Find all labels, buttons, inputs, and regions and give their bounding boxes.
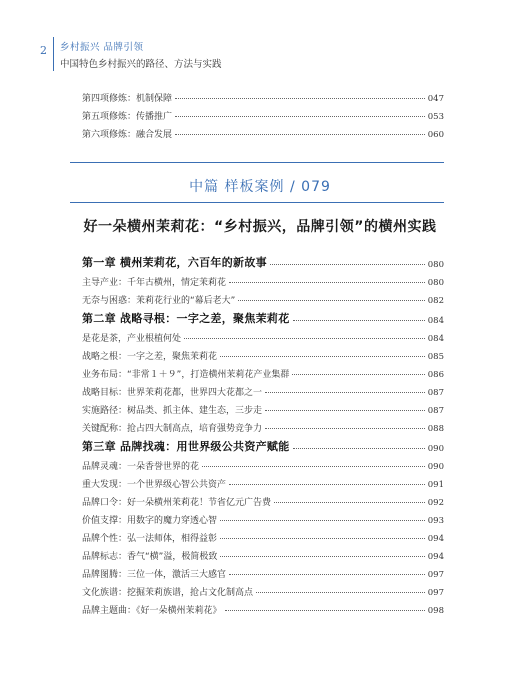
toc-entry[interactable] [82,508,444,526]
running-title-2: 中国特色乡村振兴的路径、方法与实践 [60,59,222,70]
dot-leader [238,300,424,301]
toc-entry-title: 文化族谱：挖掘茉莉族谱，抢占文化制高点 [82,588,254,598]
toc-entry-page: 084 [427,334,444,344]
dot-leader [293,448,425,449]
toc-entry-page: 094 [427,552,444,562]
toc-entry-title: 战略目标：世界茉莉花都，世界四大花都之一 [82,388,263,398]
dot-leader [220,538,425,539]
dot-leader [265,428,425,429]
toc-entry-page: 060 [427,130,444,140]
toc-entry-title: 品牌图腾：三位一体，激活三大感官 [82,570,227,580]
toc-entry-title: 第六项修炼：融合发展 [82,130,173,140]
running-title-1: 乡村振兴 品牌引领 [60,42,144,53]
toc-entry[interactable] [82,472,444,490]
toc-main-section [82,250,444,616]
toc-entry-page: 087 [427,388,444,398]
toc-entry-title: 第五项修炼：传播推广 [82,112,173,122]
toc-entry-page: 047 [427,94,444,104]
dot-leader [229,574,425,575]
toc-entry-page: 082 [427,296,444,306]
toc-entry-page: 098 [427,606,444,616]
dot-leader [229,484,425,485]
dot-leader [265,410,425,411]
toc-entry-title: 品牌口令：好一朵横州茉莉花！节省亿元广告费 [82,498,272,508]
toc-entry[interactable] [82,562,444,580]
toc-entry-title: 战略之根：一字之差，聚焦茉莉花 [82,352,218,362]
toc-entry-title: 品牌标志：香气“横”溢，极简极致 [82,552,218,562]
chapter-title: 第三章 品牌找魂：用世界级公共资产赋能 [82,440,290,453]
dot-leader [270,264,425,265]
dot-leader [229,282,425,283]
dot-leader [175,98,425,99]
toc-entry[interactable] [82,598,444,616]
dot-leader [202,466,425,467]
section-rule-bottom [70,202,444,203]
section-rule-top [70,162,444,163]
toc-entry-page: 086 [427,370,444,380]
chapter-title: 第一章 横州茉莉花，六百年的新故事 [82,256,267,269]
part-heading: 中篇 样板案例 / 079 [189,179,331,195]
toc-entry-title: 实施路径：树品类、抓主体、建生态，三步走 [82,406,263,416]
toc-entry-title: 无奈与困惑：茉莉花行业的“幕后老大” [82,296,236,306]
toc-top-section [82,86,444,140]
toc-entry-page: 097 [427,570,444,580]
toc-entry[interactable] [82,122,444,140]
chapter-page: 080 [427,260,444,270]
dot-leader [175,134,425,135]
toc-entry-title: 主导产业：千年古横州，情定茉莉花 [82,278,227,288]
toc-entry-page: 087 [427,406,444,416]
header-divider [53,37,54,71]
dot-leader [256,592,425,593]
dot-leader [274,502,425,503]
dot-leader [220,556,424,557]
toc-entry-page: 090 [427,462,444,472]
toc-entry[interactable] [82,490,444,508]
toc-entry-title: 关键配称：抢占四大制高点，培育强势竞争力 [82,424,263,434]
toc-entry[interactable] [82,288,444,306]
chapter-2-heading[interactable] [82,306,444,326]
toc-entry-title: 品牌主题曲：《好一朵横州茉莉花》 [82,606,222,616]
toc-entry-page: 094 [427,534,444,544]
chapter-title: 第二章 战略寻根：一字之差，聚焦茉莉花 [82,312,290,325]
toc-entry[interactable] [82,416,444,434]
toc-entry-title: 品牌灵魂：一朵香誉世界的花 [82,462,200,472]
toc-entry-title: 品牌个性：弘一法师体，相得益彰 [82,534,218,544]
toc-entry-page: 085 [427,352,444,362]
toc-entry-page: 092 [427,498,444,508]
toc-entry[interactable] [82,270,444,288]
toc-entry-title: 业务布局：“非常１＋９”，打造横州茉莉花产业集群 [82,370,290,380]
page-number: 2 [40,44,47,57]
toc-entry[interactable] [82,362,444,380]
dot-leader [293,320,425,321]
toc-entry[interactable] [82,580,444,598]
dot-leader [175,116,425,117]
toc-entry[interactable] [82,380,444,398]
toc-entry[interactable] [82,86,444,104]
dot-leader [292,374,424,375]
chapter-page: 090 [427,444,444,454]
dot-leader [184,338,425,339]
toc-entry-title: 价值支撑：用数字的魔力穿透心智 [82,516,218,526]
main-title: 好一朵横州茉莉花：“乡村振兴，品牌引领”的横州实践 [83,219,437,235]
toc-entry[interactable] [82,526,444,544]
toc-entry[interactable] [82,326,444,344]
toc-entry-page: 080 [427,278,444,288]
chapter-page: 084 [427,316,444,326]
toc-entry[interactable] [82,544,444,562]
chapter-3-heading[interactable] [82,434,444,454]
toc-entry-page: 097 [427,588,444,598]
dot-leader [225,610,425,611]
chapter-1-heading[interactable] [82,250,444,270]
toc-entry-title: 重大发现：一个世界级心智公共资产 [82,480,227,490]
toc-entry[interactable] [82,104,444,122]
toc-entry[interactable] [82,398,444,416]
toc-entry-page: 088 [427,424,444,434]
dot-leader [220,520,425,521]
toc-entry-title: 第四项修炼：机制保障 [82,94,173,104]
toc-entry-page: 093 [427,516,444,526]
dot-leader [265,392,425,393]
toc-entry[interactable] [82,344,444,362]
toc-entry-title: 是花是茶，产业根植何处 [82,334,182,344]
dot-leader [220,356,425,357]
toc-entry-page: 053 [427,112,444,122]
toc-entry-page: 091 [427,480,444,490]
toc-entry[interactable] [82,454,444,472]
